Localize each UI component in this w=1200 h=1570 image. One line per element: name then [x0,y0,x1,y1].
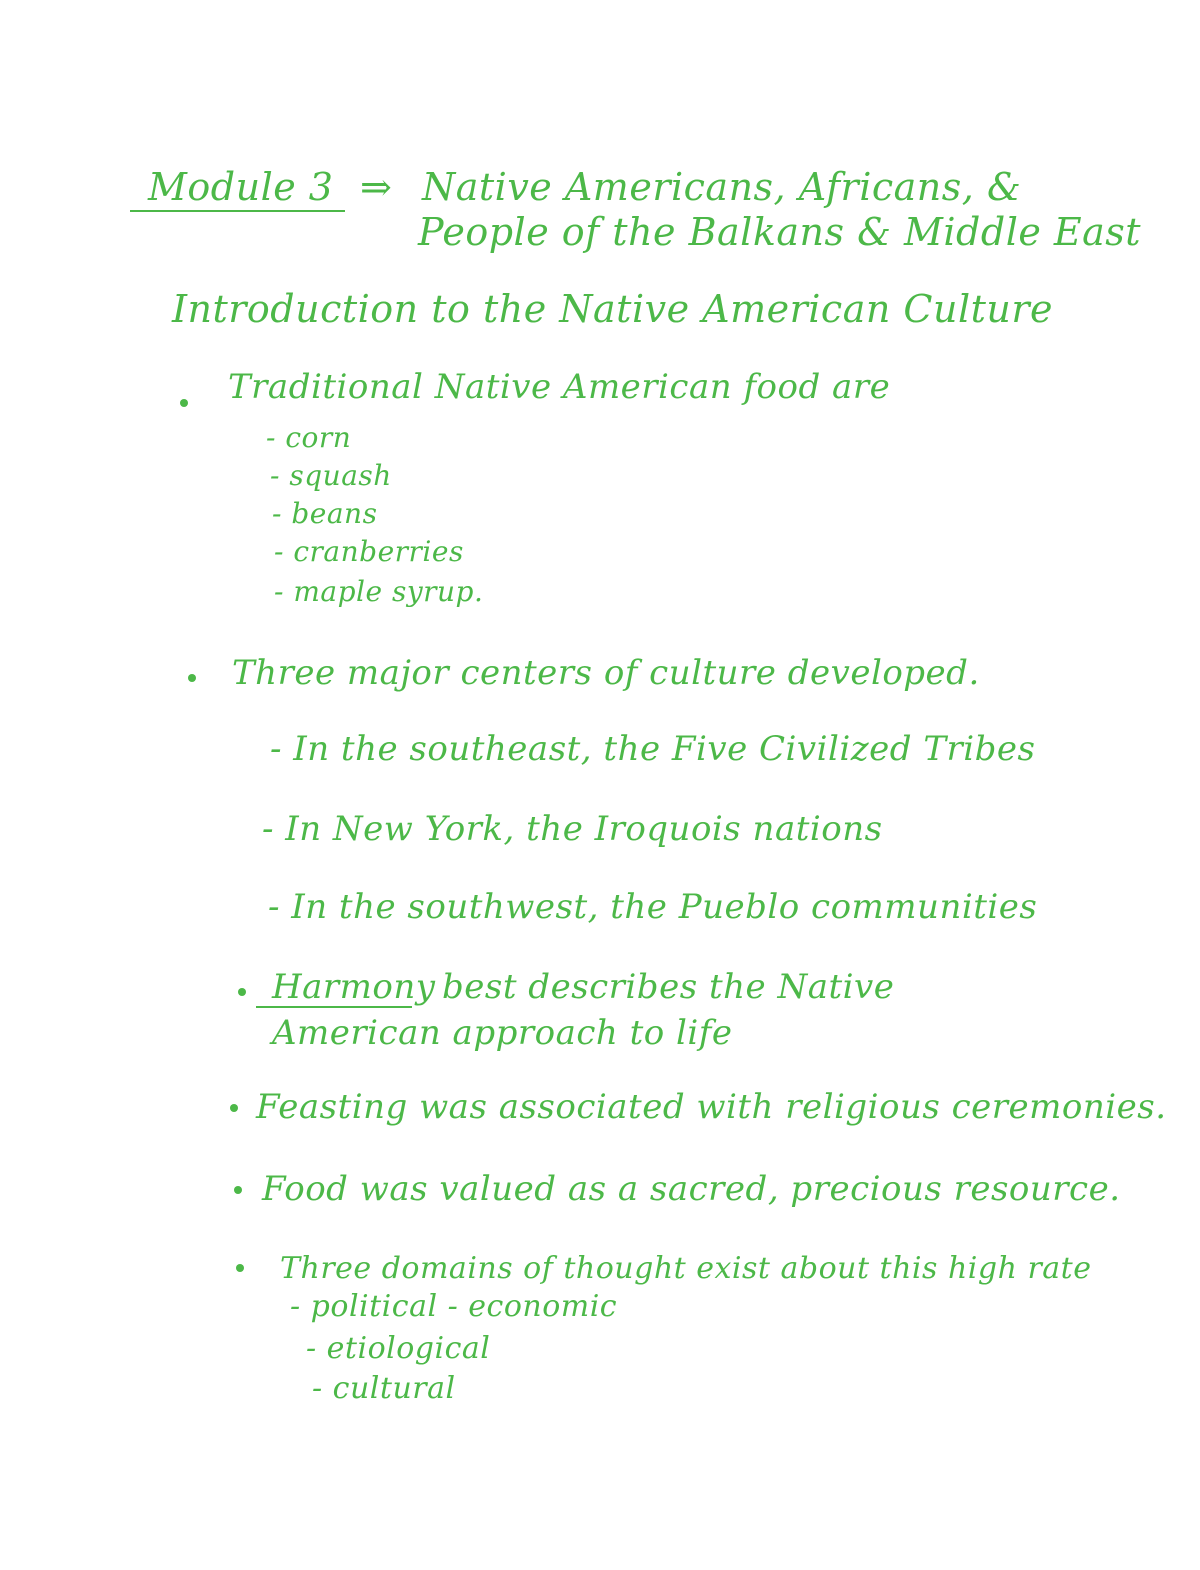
section-title: Introduction to the Native American Culture [172,287,1054,331]
food-valued-note: Food was valued as a sacred, precious resource. [262,1169,1121,1209]
module-underline [130,210,345,212]
domain-item: - political - economic [290,1289,618,1324]
module-label: Module 3 [148,165,334,209]
bullet-dot [230,1104,238,1112]
food-item: - maple syrup. [274,575,484,608]
center-item: - In New York, the Iroquois nations [262,809,883,849]
food-item: - squash [270,459,392,492]
bullet-dot [188,674,196,682]
center-item: - In the southwest, the Pueblo communities [268,887,1038,927]
arrow-icon: ⇒ [360,165,393,209]
harmony-underline [256,1006,412,1008]
center-item: - In the southeast, the Five Civilized Tribes [270,729,1036,769]
foods-heading: Traditional Native American food are [228,367,891,407]
domain-item: - etiological [306,1331,491,1366]
harmony-line2: American approach to life [272,1013,733,1053]
module-subtitle-line1: Native Americans, Africans, & [422,165,1022,209]
food-item: - beans [272,497,378,530]
harmony-underlined-word: Harmony [272,967,436,1007]
bullet-dot [180,399,188,407]
centers-heading: Three major centers of culture developed. [232,653,980,693]
bullet-dot [236,1264,244,1272]
domains-heading: Three domains of thought exist about this high rate [280,1251,1092,1286]
food-item: - cranberries [274,535,464,568]
harmony-line1: best describes the Native [442,967,895,1007]
module-subtitle-line2: People of the Balkans & Middle East [418,210,1142,254]
domain-item: - cultural [312,1371,456,1406]
bullet-dot [238,988,246,996]
feasting-note: Feasting was associated with religious ceremonies. [256,1087,1167,1127]
food-item: - corn [266,421,352,454]
bullet-dot [234,1186,242,1194]
